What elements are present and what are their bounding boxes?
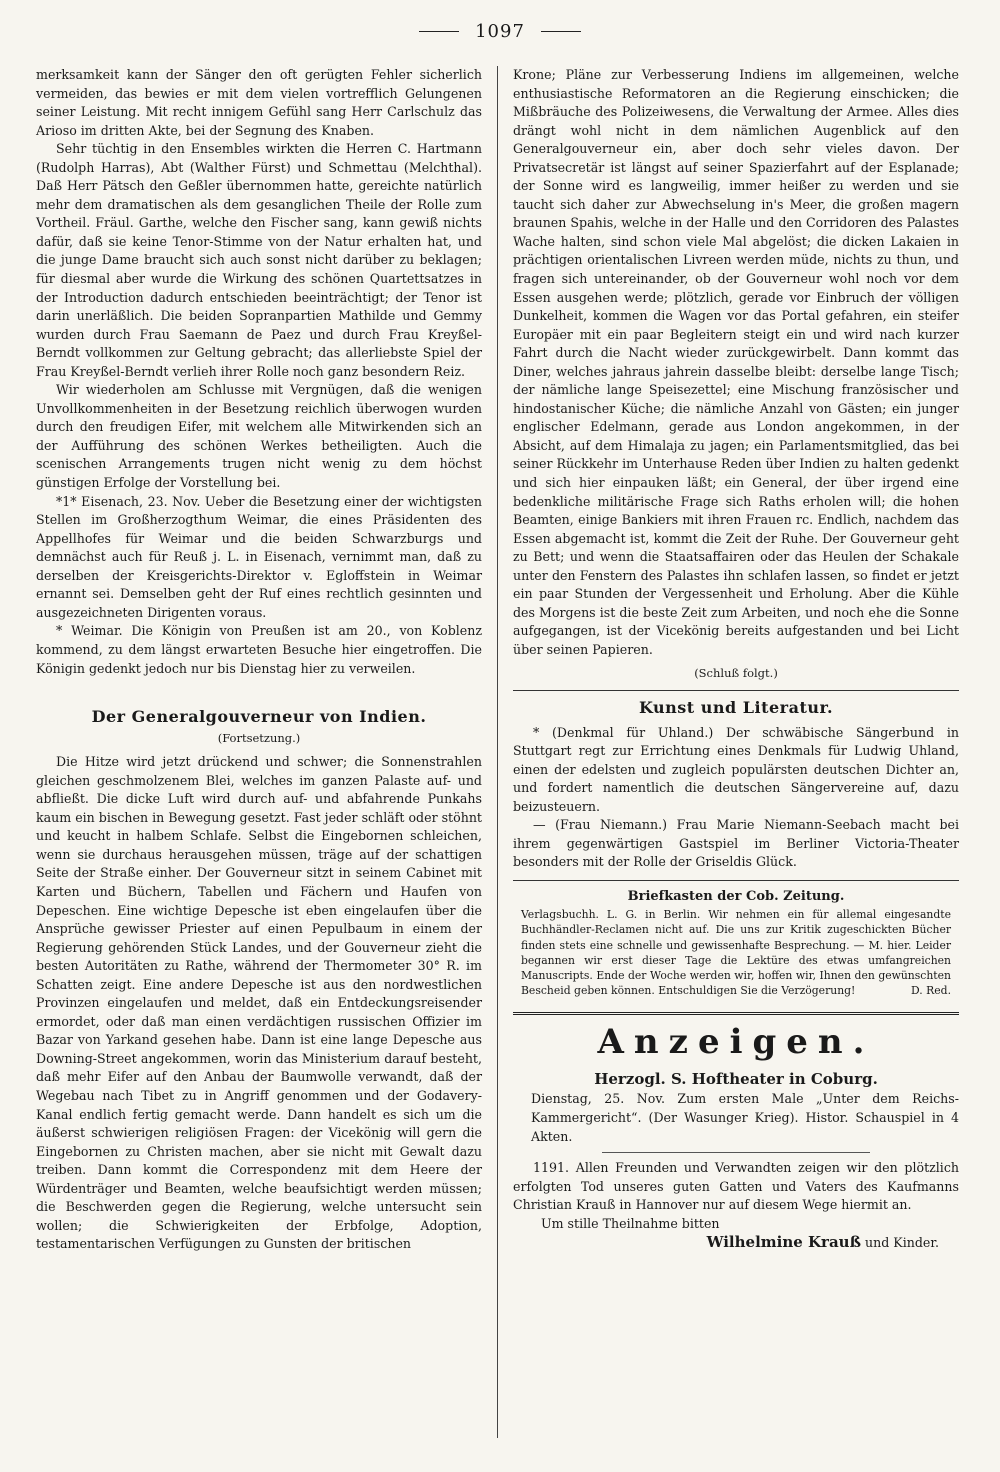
- header-rule-right: [541, 31, 581, 32]
- section-heading-kunst: Kunst und Literatur.: [638, 698, 834, 718]
- article-heading-generalgouverneur: Der Generalgouverneur von Indien.: [91, 707, 427, 727]
- paragraph-review-end: merksamkeit kann der Sänger den oft gerügten Fehler sicherlich vermeiden, das bewies er mit dem vielen vortrefflich Gelungenen seiner Leistung. Mit recht innigem Gefühl sang Herr Carlschulz das Arioso im dritten Akte, bei der Segnung des Knaben.: [36, 67, 482, 138]
- left-column: [36, 66, 482, 1254]
- paragraph-ensembles: Sehr tüchtig in den Ensembles wirkten die Herren C. Hartmann (Rudolph Harras), Abt (Walther Fürst) und Schmettau (Melchthal). Daß Herr Pätsch den Geßler übernommen hatte, gereichte natürlich mehr dem dramatischen als dem gesanglichen Theile der Rolle zum Vortheil. Fräul. Garthe, welche den Fischer sang, kann gewiß nichts dafür, daß sie keine Tenor-Stimme von der Natur erhalten hat, und die junge Dame braucht sich auch sonst nicht darüber zu beklagen; für diesmal aber wurde die Wirkung des schönen Quartettsatzes in der Introduction dadurch entschieden beeinträchtigt; der Tenor ist darin unerläßlich. Die beiden Sopranpartien Mathilde und Gemmy wurden durch Frau Saemann de Paez und durch Frau Kreyßel-Berndt vollkommen zur Geltung gebracht; das allerliebste Spiel der Frau Kreyßel-Berndt verlieh ihrer Rolle noch ganz besondern Reiz.: [36, 141, 482, 379]
- ads-rule: [513, 1012, 959, 1015]
- mailbox-box: [513, 889, 959, 998]
- paragraph-conclusion: Wir wiederholen am Schlusse mit Vergnügen, daß die wenigen Unvollkommenheiten in der Besetzung reichlich überwogen wurden durch den freudigen Eifer, mit welchem alle Mitwirkenden sich an der Aufführung des schönen Werkes betheiligten. Auch die scenischen Arrangements trugen nicht wenig zu dem höchst günstigen Erfolge der Vorstellung bei.: [36, 382, 482, 491]
- page-header: [0, 20, 1000, 42]
- paragraph-generalgouverneur-cont: Krone; Pläne zur Verbesserung Indiens im allgemeinen, welche enthusiastische Reformatoren an die Regierung einschicken; die Mißbräuche des Polizeiwesens, die Verwaltung der Armee. Alles dies drängt wohl nicht in dem nämlichen Augenblick auf den Generalgouverneur ein, aber doch sehr vieles davon. Der Privatsecretär ist längst auf seiner Spazierfahrt auf der Esplanade; der Sonne wird es langweilig, immer heißer zu werden und sie taucht sich daher zur Abwechselung in's Meer, die großen magern braunen Spahis, welche in der Halle und den Corridoren des Palastes Wache halten, sind schon viele Mal abgelöst; die dicken Lakaien in prächtigen orientalischen Livreen werden müde, nichts zu thun, und fragen sich untereinander, ob der Gouverneur wohl noch vor dem Essen ausgehen werde; plötzlich, gerade vor Einbruch der völligen Dunkelheit, kommen die Wagen vor das Portal gefahren, ein steifer Europäer mit ein paar Begleitern steigt ein und wird nach kurzer Fahrt durch die Nacht wieder zurückgewirbelt. Dann kommt das Diner, welches jahraus jahrein dasselbe bleibt: derselbe lange Tisch; der nämliche lange Speisezettel; eine Mischung französischer und hindostanischer Küche; die nämliche Anzahl von Gästen; ein junger englischer Edelmann, gerade aus London angekommen, in der Absicht, auf dem Himalaja zu jagen; ein Parlamentsmitglied, das bei seiner Rückkehr im Unterhause Reden über Indien zu halten gedenkt und sich hier einpauken läßt; ein General, der über irgend eine bedenkliche militärische Frage sich Raths erholen will; die hohen Beamten, einige Bankiers mit ihren Frauen rc. Endlich, nachdem das Essen abgemacht ist, kommt die Zeit der Ruhe. Der Gouverneur geht zu Bett; und wenn die Staatsaffairen oder das Heulen der Schakale unter den Fenstern des Palastes ihn schlafen lassen, so findet er jetzt ein paar Stunden der Vergessenheit und Erholung. Aber die Kühle des Morgens ist die beste Zeit zum Arbeiten, und noch ehe die Sonne aufgegangen, ist der Vicekönig bereits aufgestanden und bei Licht über seinen Papieren.: [513, 67, 959, 657]
- mailbox-text: Verlagsbuchh. L. G. in Berlin. Wir nehmen ein für allemal eingesandte Buchhändler-Reclamen nicht auf. Die uns zur Kritik zugeschickten Bücher finden stets eine schnelle und gewissenhafte Besprechung. — M. hier. Leider begannen wir erst dieser Tage die Lektüre des etwas umfangreichen Manuscripts. Ende der Woche werden wir, hoffen wir, Ihnen den gewünschten Bescheid geben können. Entschuldigen Sie die Verzögerung! D. Red.: [521, 908, 951, 998]
- to-be-continued: (Schluß folgt.): [694, 665, 778, 680]
- ad-theater-heading: Herzogl. S. Hoftheater in Coburg.: [594, 1069, 878, 1088]
- ad-death-request: Um stille Theilnahme bitten: [541, 1215, 720, 1231]
- section-rule: [513, 880, 959, 881]
- paragraph-niemann: — (Frau Niemann.) Frau Marie Niemann-Seebach macht bei ihrem gegenwärtigen Gastspiel im Berliner Victoria-Theater besonders mit der Rolle der Griseldis Glück.: [513, 817, 959, 870]
- paragraph-eisenach: *1* Eisenach, 23. Nov. Ueber die Besetzung einer der wichtigsten Stellen im Großherzogthum Weimar, die eines Präsidenten des Appellhofes für Weimar und die beiden Schwarzburgs und demnächst auch für Reuß j. L. in Eisenach, vernimmt man, daß zu derselben der Kreisgerichts-Direktor v. Egloffstein in Weimar ernannt sei. Demselben geht der Ruf eines rechtlich gesinnten und ausgezeichneten Dirigenten voraus.: [36, 493, 482, 620]
- paragraph-uhland: * (Denkmal für Uhland.) Der schwäbische Sängerbund in Stuttgart regt zur Errichtung eines Denkmals für Ludwig Uhland, einen der edelsten und zugleich populärsten deutschen Dichter an, und fordert namentlich die deutschen Sängervereine auf, dazu beizusteuern.: [513, 724, 959, 814]
- ads-title: Anzeigen.: [597, 1022, 875, 1063]
- paragraph-generalgouverneur: Die Hitze wird jetzt drückend und schwer; die Sonnenstrahlen gleichen geschmolzenem Blei, welches im ganzen Palaste auf- und abfließt. Die dicke Luft wird durch auf- und abfahrende Punkahs kaum ein bischen in Bewegung gesetzt. Fast jeder schläft oder stöhnt und keucht in halbem Schlafe. Selbst die Eingebornen schleichen, wenn sie durchaus herausgehen müssen, träge auf der schattigen Seite der Straße einher. Der Gouverneur sitzt in seinem Cabinet mit Karten und Büchern, Tabellen und Fächern und Haufen von Depeschen. Eine wichtige Depesche ist eben eingelaufen über die Ansprüche gewisser Priester auf einen Pepulbaum in einem der Regierung gehörenden Stück Landes, und der Gouverneur zieht die besten Autoritäten zu Rathe, während der Thermometer 30° R. im Schatten zeigt. Eine andere Depesche ist aus den nordwestlichen Provinzen eingelaufen und meldet, daß ein Entdeckungsreisender ermordet, oder daß man einen verdächtigen russischen Offizier im Bazar von Yarkand gesehen habe. Dann ist eine lange Depesche aus Downing-Street angekommen, worin das Ministerium darauf besteht, daß mehr Eifer auf den Anbau der Baumwolle verwandt, daß der Wegebau nach Tibet zu in Angriff genommen und der Godavery-Kanal endlich fertig gemacht werde. Dann handelt es sich um die äußerst schwierigen religiösen Fragen: der Vicekönig will gern die Eingebornen zu Christen machen, aber sie nicht mit Gewalt dazu treiben. Dann kommt die Correspondenz mit dem Heere der Würdenträger und Beamten, welche beaufsichtigt werden müssen; die Beschwerden gegen die Regierung, welche untersucht sein wollen; die Schwierigkeiten der Erbfolge, Adoption, testamentarischen Verfügungen zu Gunsten der britischen: [36, 754, 482, 1252]
- section-rule: [513, 690, 959, 691]
- right-column: [513, 66, 959, 1253]
- ad-death-signature: Wilhelmine Krauß und Kinder.: [706, 1233, 939, 1252]
- mailbox-title: Briefkasten der Cob. Zeitung.: [627, 888, 845, 904]
- page-number: 1097: [475, 20, 525, 42]
- ad-theater-body: Dienstag, 25. Nov. Zum ersten Male „Unter dem Reichs-Kammergericht“. (Der Wasunger Krieg). Histor. Schauspiel in 4 Akten.: [531, 1091, 959, 1144]
- article-subheading: (Fortsetzung.): [217, 730, 301, 745]
- mailbox-signature: D. Red.: [911, 984, 951, 998]
- paragraph-weimar: * Weimar. Die Königin von Preußen ist am 20., von Koblenz kommend, zu dem längst erwarteten Besuche hier eingetroffen. Die Königin gedenkt jedoch nur bis Dienstag hier zu verweilen.: [36, 623, 482, 676]
- column-divider: [497, 66, 498, 1438]
- ad-separator: [602, 1152, 870, 1153]
- ad-death-notice: 1191. Allen Freunden und Verwandten zeigen wir den plötzlich erfolgten Tod unseres guten Gatten und Vaters des Kaufmanns Christian Krauß in Hannover nur auf diesem Wege hiermit an.: [513, 1160, 959, 1213]
- header-rule-left: [419, 31, 459, 32]
